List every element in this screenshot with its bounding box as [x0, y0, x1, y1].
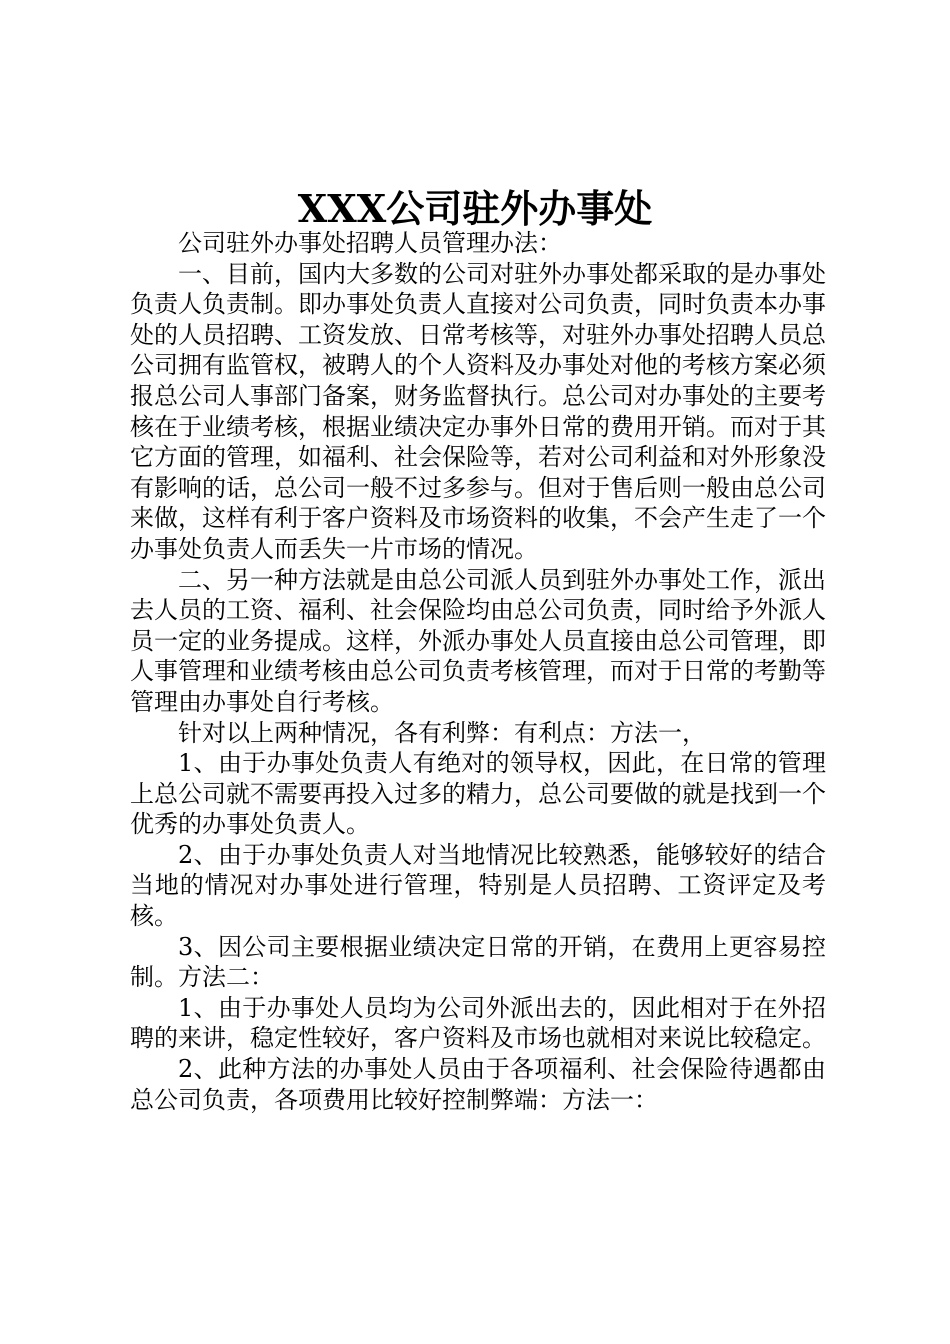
paragraph-method-two: 二、另一种方法就是由总公司派人员到驻外办事处工作，派出去人员的工资、福利、社会保险均由总公司负责，同时给予外派人员一定的业务提成。这样，外派办事处人员直接由总公司管理，即人事管理和业绩考核由总公司负责考核管理，而对于日常的考勤等管理由办事处自行考核。	[130, 565, 826, 716]
paragraph-pro-1-2: 2、由于办事处负责人对当地情况比较熟悉，能够较好的结合当地的情况对办事处进行管理，特别是人员招聘、工资评定及考核。	[130, 840, 826, 931]
paragraph-pros-intro: 针对以上两种情况，各有利弊：有利点：方法一，	[178, 718, 706, 747]
paragraph-pro-2-2: 2、此种方法的办事处人员由于各项福利、社会保险待遇都由总公司负责，各项费用比较好控制弊端：方法一：	[130, 1055, 826, 1114]
paragraph-method-one: 一、目前，国内大多数的公司对驻外办事处都采取的是办事处负责人负责制。即办事处负责人直接对公司负责，同时负责本办事处的人员招聘、工资发放、日常考核等，对驻外办事处招聘人员总公司拥有监管权，被聘人的个人资料及办事处对他的考核方案必须报总公司人事部门备案，财务监督执行。总公司对办事处的主要考核在于业绩考核，根据业绩决定办事外日常的费用开销。而对于其它方面的管理，如福利、社会保险等，若对公司利益和对外形象没有影响的话，总公司一般不过多参与。但对于售后则一般由总公司来做，这样有利于客户资料及市场资料的收集，不会产生走了一个办事处负责人而丢失一片市场的情况。	[130, 259, 826, 563]
document-title: XXX公司驻外办事处	[297, 186, 653, 231]
paragraph-pro-1-3: 3、因公司主要根据业绩决定日常的开销，在费用上更容易控制。方法二：	[130, 932, 826, 992]
document-body	[130, 228, 826, 1115]
paragraph-pro-1-1: 1、由于办事处负责人有绝对的领导权，因此，在日常的管理上总公司就不需要再投入过多的精力，总公司要做的就是找到一个优秀的办事处负责人。	[130, 749, 826, 839]
paragraph-pro-2-1: 1、由于办事处人员均为公司外派出去的，因此相对于在外招聘的来讲，稳定性较好，客户资料及市场也就相对来说比较稳定。	[130, 993, 826, 1053]
paragraph-heading: 公司驻外办事处招聘人员管理办法：	[178, 229, 562, 257]
